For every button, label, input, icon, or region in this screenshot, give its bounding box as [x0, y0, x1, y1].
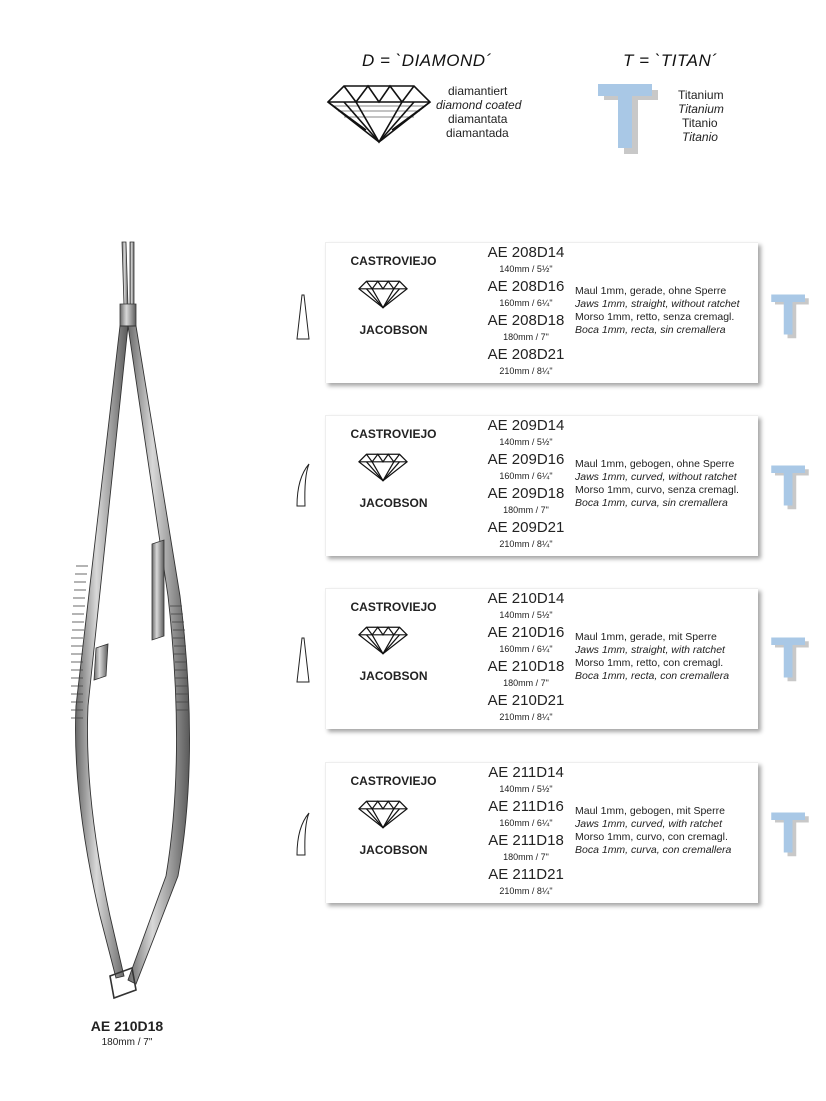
article-size: 210mm / 8¼": [499, 539, 553, 549]
article-code: AE 209D21: [487, 519, 565, 536]
legend-titan-line-it: Titanio: [682, 116, 718, 130]
article-code: AE 210D14: [487, 590, 565, 607]
article-code: AE 210D16: [487, 624, 565, 641]
desc-en: Jaws 1mm, straight, with ratchet: [575, 644, 725, 656]
article-size: 160mm / 6¼": [499, 818, 553, 828]
article-code: AE 209D18: [487, 485, 565, 502]
article-code: AE 211D18: [488, 832, 564, 849]
article-code: AE 210D21: [487, 692, 565, 709]
product-description: [575, 458, 739, 510]
article-size: 140mm / 5½": [499, 784, 553, 794]
article-size: 160mm / 6¼": [499, 471, 553, 481]
brand-jacobson: JACOBSON: [359, 496, 428, 510]
legend-titan-line-de: Titanium: [678, 88, 724, 102]
legend-titan-text: [678, 88, 724, 144]
instrument-size: 180mm / 7": [101, 1037, 153, 1048]
desc-es: Boca 1mm, curva, sin cremallera: [575, 497, 728, 509]
desc-en: Jaws 1mm, curved, with ratchet: [575, 818, 723, 830]
product-description: [575, 805, 731, 857]
article-size: 180mm / 7": [503, 678, 549, 688]
straight-tip-icon: [295, 636, 311, 684]
article-code: AE 208D21: [487, 346, 565, 363]
article-size: 180mm / 7": [503, 852, 549, 862]
product-panel: [325, 588, 758, 729]
article-size: 180mm / 7": [503, 505, 549, 515]
desc-it: Morso 1mm, retto, senza cremagl.: [575, 311, 735, 323]
curved-tip-icon: [295, 462, 313, 508]
legend-titan-title: T = `TITAN´: [623, 51, 718, 70]
article-code: AE 209D14: [487, 417, 565, 434]
straight-tip-icon: [295, 293, 311, 341]
brand-castroviejo: CASTROVIEJO: [350, 600, 437, 614]
article-size: 140mm / 5½": [499, 610, 553, 620]
article-size: 180mm / 7": [503, 332, 549, 342]
diamond-icon: [358, 625, 408, 655]
legend-diamond-line-de: diamantiert: [448, 84, 508, 98]
brand-castroviejo: CASTROVIEJO: [350, 254, 437, 268]
article-size: 210mm / 8¼": [499, 366, 553, 376]
desc-it: Morso 1mm, retto, con cremagl.: [575, 657, 724, 669]
titanium-t-icon: [596, 84, 660, 156]
instrument-code: AE 210D18: [90, 1018, 164, 1034]
product-description: [575, 285, 740, 337]
desc-es: Boca 1mm, recta, con cremallera: [575, 670, 730, 682]
product-panel: [325, 415, 758, 556]
desc-en: Jaws 1mm, straight, without ratchet: [575, 298, 740, 310]
titanium-t-icon: [770, 635, 810, 685]
article-code: AE 208D14: [487, 244, 565, 261]
desc-en: Jaws 1mm, curved, without ratchet: [575, 471, 737, 483]
article-code: AE 210D18: [487, 658, 565, 675]
article-code: AE 211D21: [488, 866, 564, 883]
brand-jacobson: JACOBSON: [359, 323, 428, 337]
desc-de: Maul 1mm, gebogen, ohne Sperre: [575, 458, 735, 470]
legend-diamond-line-es: diamantada: [446, 126, 509, 140]
article-size: 160mm / 6¼": [499, 298, 553, 308]
needle-holder-illustration: [40, 236, 230, 1006]
article-code: AE 208D16: [487, 278, 565, 295]
brand-castroviejo: CASTROVIEJO: [350, 774, 437, 788]
desc-it: Morso 1mm, curvo, senza cremagl.: [575, 484, 739, 496]
legend-titan-line-es: Titanio: [682, 130, 718, 144]
titanium-t-icon: [770, 292, 810, 342]
article-size: 140mm / 5½": [499, 264, 553, 274]
desc-es: Boca 1mm, recta, sin cremallera: [575, 324, 726, 336]
diamond-icon: [358, 452, 408, 482]
article-code: AE 208D18: [487, 312, 565, 329]
article-size: 210mm / 8¼": [499, 886, 553, 896]
brand-jacobson: JACOBSON: [359, 669, 428, 683]
desc-de: Maul 1mm, gerade, ohne Sperre: [575, 285, 727, 297]
desc-de: Maul 1mm, gebogen, mit Sperre: [575, 805, 725, 817]
product-panel: [325, 242, 758, 383]
product-panel: [325, 762, 758, 903]
article-size: 140mm / 5½": [499, 437, 553, 447]
product-description: [575, 631, 729, 683]
article-code: AE 209D16: [487, 451, 565, 468]
curved-tip-icon: [295, 811, 313, 857]
article-code: AE 211D16: [488, 798, 564, 815]
brand-jacobson: JACOBSON: [359, 843, 428, 857]
diamond-icon: [358, 799, 408, 829]
article-size: 160mm / 6¼": [499, 644, 553, 654]
legend-diamond-title: D = `DIAMOND´: [362, 51, 492, 70]
titanium-t-icon: [770, 463, 810, 513]
diamond-icon: [358, 279, 408, 309]
diamond-icon: [326, 82, 432, 144]
titanium-t-icon: [770, 810, 810, 860]
legend-diamond-line-it: diamantata: [448, 112, 508, 126]
article-size: 210mm / 8¼": [499, 712, 553, 722]
legend-diamond-line-en: diamond coated: [436, 98, 522, 112]
legend-titan-line-en: Titanium: [678, 102, 724, 116]
desc-de: Maul 1mm, gerade, mit Sperre: [575, 631, 717, 643]
article-code: AE 211D14: [488, 764, 564, 781]
brand-castroviejo: CASTROVIEJO: [350, 427, 437, 441]
desc-it: Morso 1mm, curvo, con cremagl.: [575, 831, 728, 843]
legend-diamond-text: [436, 84, 521, 140]
desc-es: Boca 1mm, curva, con cremallera: [575, 844, 732, 856]
